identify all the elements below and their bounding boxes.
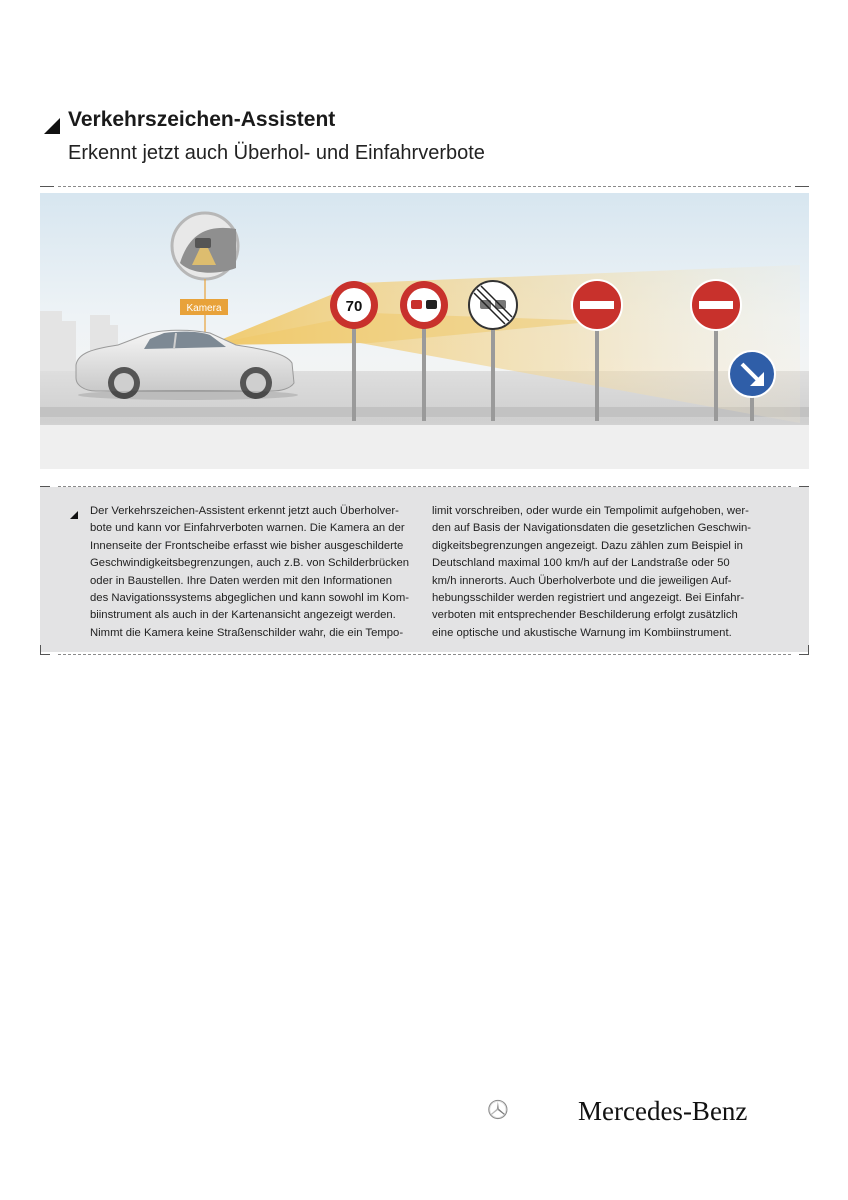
text-line: Innenseite der Frontscheibe erfasst wie bisher ausgeschilderte [90, 539, 404, 552]
box-corner-br-v [808, 645, 809, 655]
no-overtaking-sign [400, 281, 448, 329]
box-corner-bl [40, 654, 50, 655]
end-no-overtaking-sign [469, 281, 517, 329]
text-line: hebungsschilder werden registriert und angezeigt. Bei Einfahr- [432, 592, 745, 605]
box-bottom-divider [58, 654, 791, 655]
no-entry-sign-2 [691, 280, 741, 330]
text-line: limit vorschreiben, oder wurde ein Tempolimit aufgehoben, wer- [432, 505, 749, 517]
text-line: biinstrument als auch in der Kartenansicht angezeigt werden. [90, 609, 396, 622]
text-line: den auf Basis der Navigationsdaten die gesetzlichen Geschwin- [432, 522, 752, 535]
text-line: Deutschland maximal 100 km/h auf der Landstraße oder 50 [432, 557, 730, 570]
section-marker-icon [44, 118, 60, 134]
no-entry-sign-1 [572, 280, 622, 330]
speed-limit-value: 70 [345, 298, 363, 315]
text-line: km/h innerorts. Auch Überholverbote und die jeweiligen Auf- [432, 574, 732, 587]
text-line: eine optische und akustische Warnung im Kombiinstrument. [432, 626, 732, 639]
text-line: des Navigationssystems abgeglichen und kann sowohl im Kom- [90, 592, 409, 605]
page-title: Verkehrszeichen-Assistent [68, 108, 336, 131]
keep-right-sign [729, 351, 775, 397]
box-corner-bl-v [40, 645, 41, 655]
rule-tick-left [40, 186, 54, 187]
paragraph-marker-icon [70, 511, 78, 519]
text-column-1 [90, 503, 412, 642]
page-subtitle: Erkennt jetzt auch Überhol- und Einfahrverbote [68, 142, 485, 164]
camera-zoom-bubble [172, 213, 238, 279]
camera-label [180, 299, 228, 315]
traffic-sign-assist-illustration [40, 193, 809, 469]
brand-wordmark: Mercedes-Benz [578, 1096, 748, 1126]
rule-tick-right [795, 186, 809, 187]
text-line: Nimmt die Kamera keine Straßenschilder wahr, die ein Tempo- [90, 626, 404, 639]
speed-limit-sign [330, 281, 378, 329]
description-box [40, 487, 809, 652]
camera-label-text: Kamera [186, 303, 222, 314]
text-line: oder in Baustellen. Ihre Daten werden mit den Informationen [90, 574, 393, 587]
text-line: Der Verkehrszeichen-Assistent erkennt jetzt auch Überholver- [90, 505, 399, 517]
text-line: verboten mit entsprechender Beschilderung erfolgt zusätzlich [432, 609, 738, 622]
text-line: bote und kann vor Einfahrverboten warnen. Die Kamera an der [90, 522, 405, 535]
text-line: Geschwindigkeitsbegrenzungen, auch z.B. von Schilderbrücken [90, 557, 410, 570]
mercedes-star-logo-icon [488, 1070, 568, 1150]
text-line: digkeitsbegrenzungen angezeigt. Dazu zählen zum Beispiel in [432, 539, 743, 552]
text-column-2 [432, 503, 754, 642]
header-divider [58, 186, 791, 187]
